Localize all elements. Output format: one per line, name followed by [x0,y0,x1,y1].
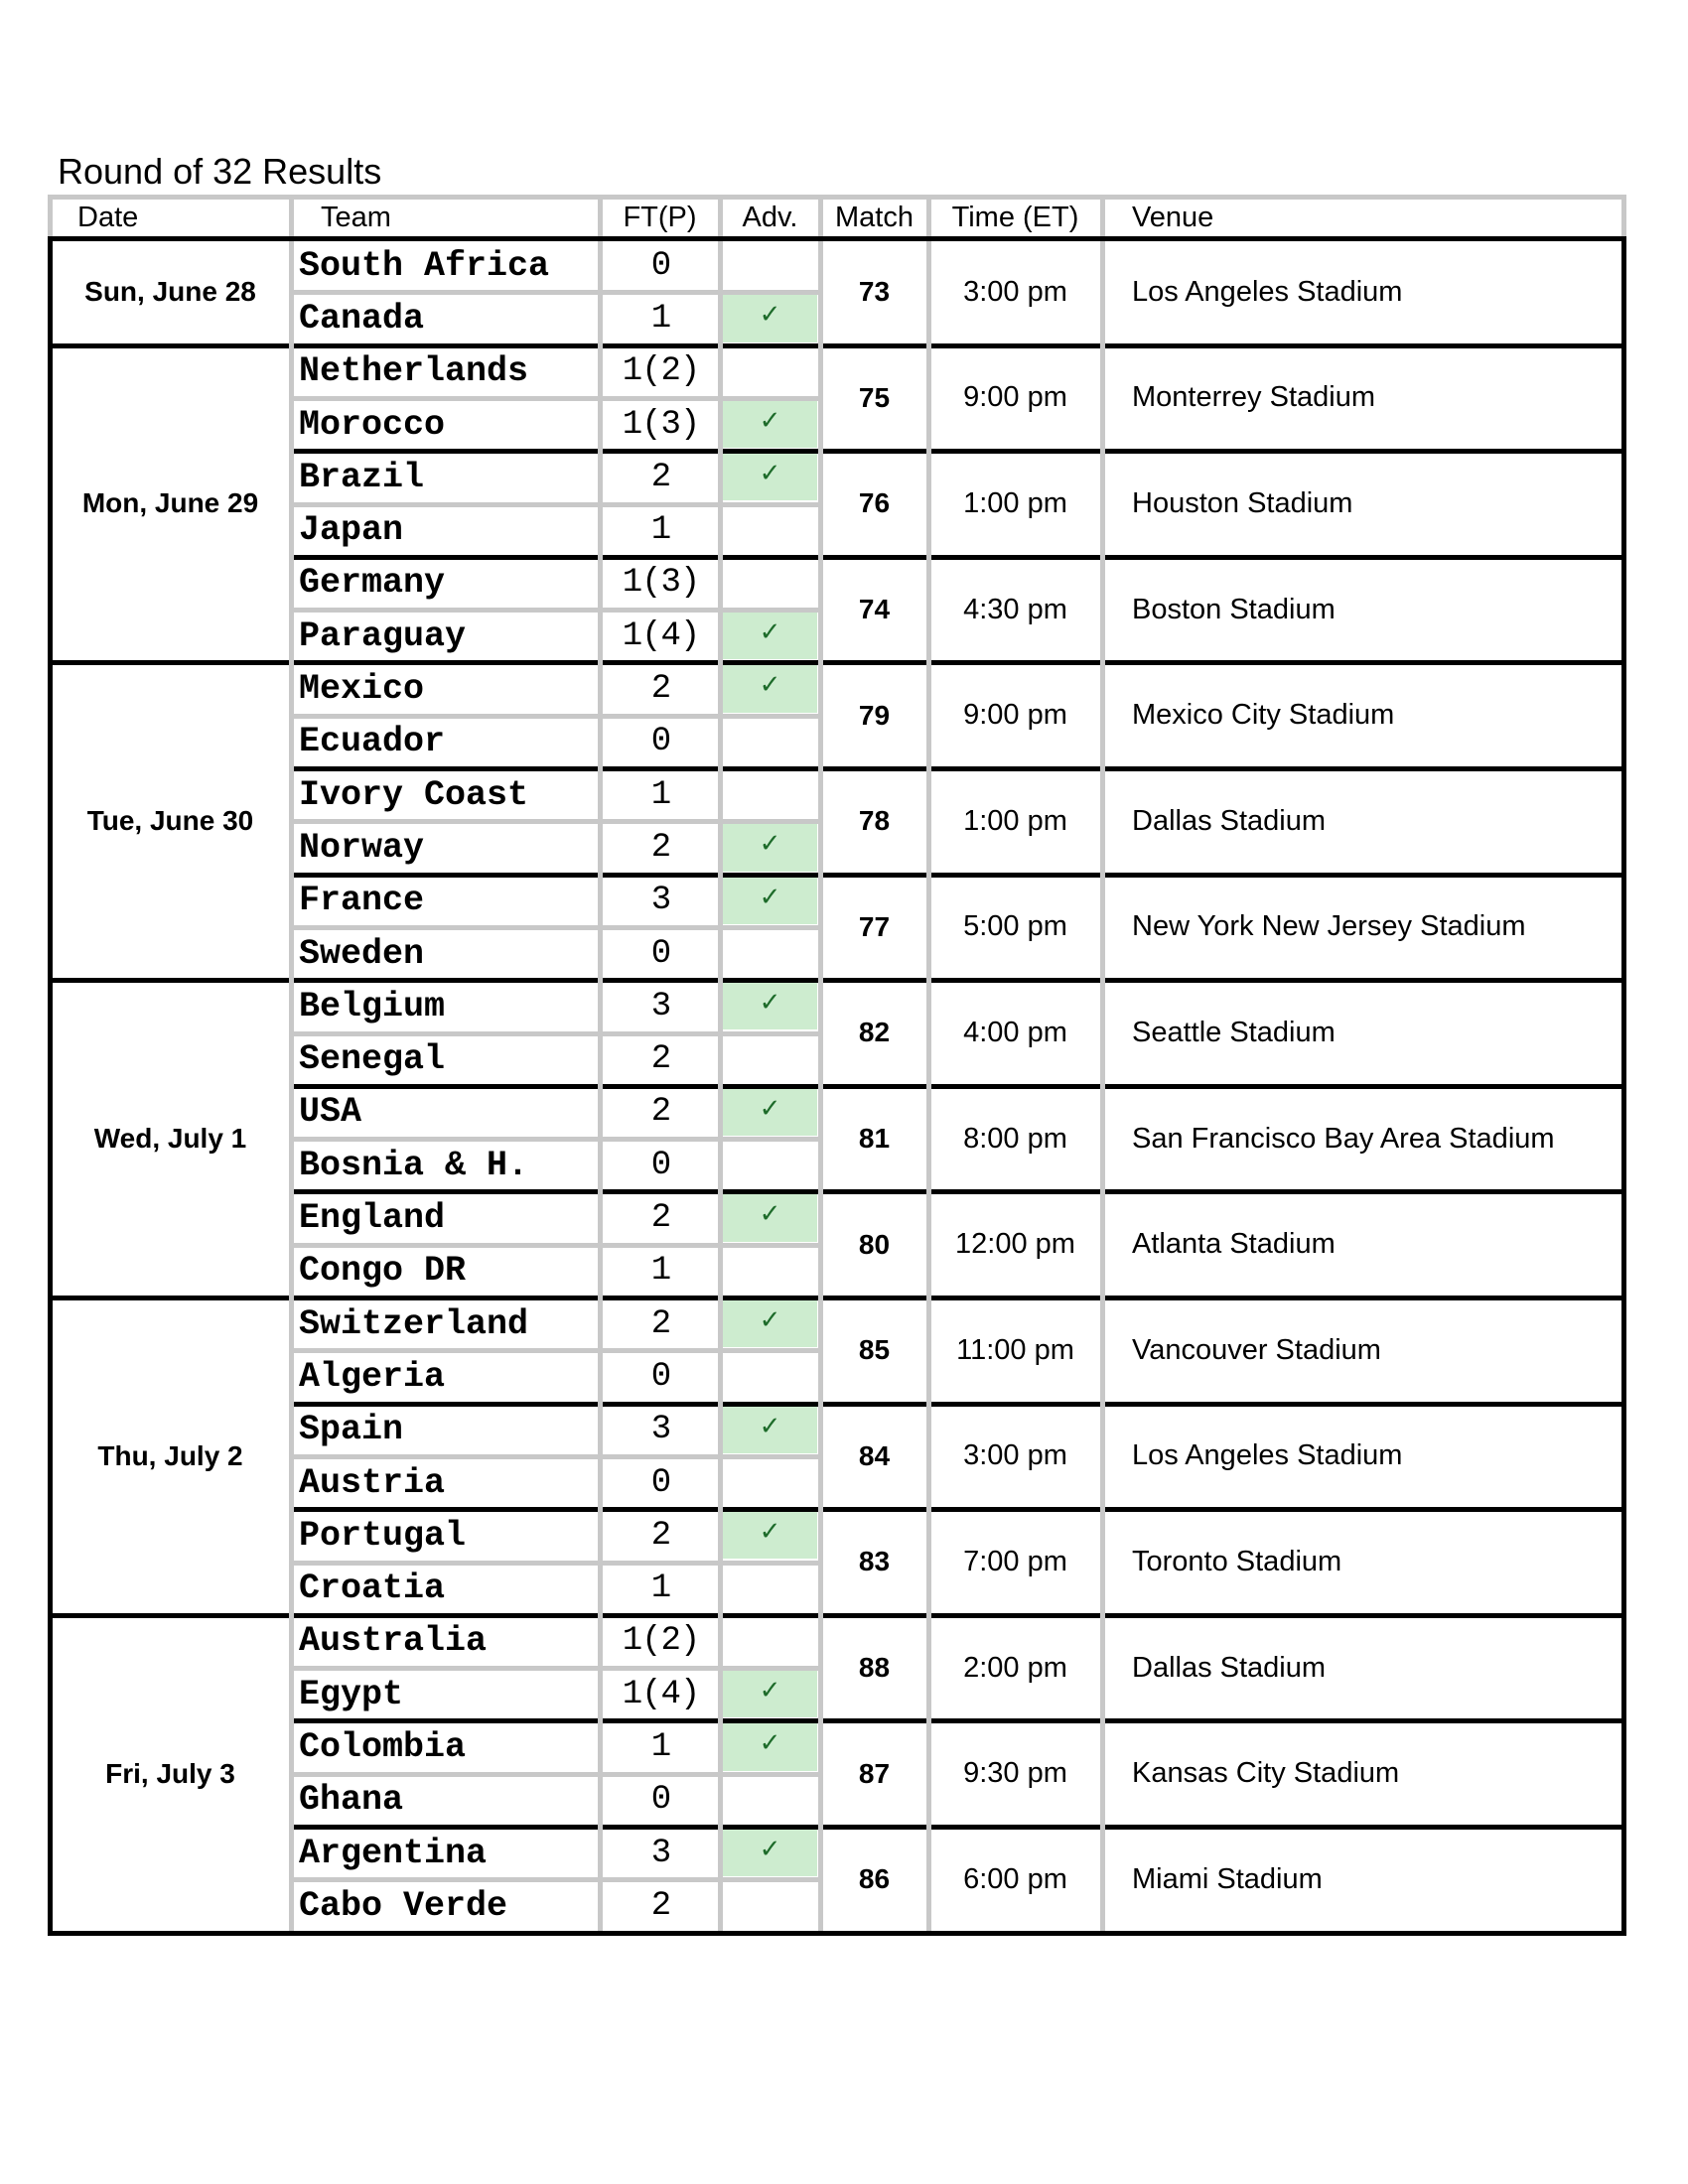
kickoff-time: 9:00 pm [963,699,1067,732]
team-name: Australia [299,1621,488,1662]
venue: Dallas Stadium [1132,1651,1327,1684]
score: 3 [650,987,671,1025]
team-name: Congo DR [299,1251,467,1292]
team-name: Ecuador [299,722,446,762]
kickoff-time: 4:30 pm [963,593,1067,625]
advance-cell [723,507,817,554]
advance-cell [723,1777,817,1824]
date-cell: Thu, July 2 [97,1439,243,1471]
score: 0 [650,1146,671,1184]
match-number: 85 [858,1334,891,1366]
score: 0 [650,246,671,285]
advance-cell [723,1566,817,1612]
grid-line [818,195,823,238]
score: 1(4) [622,616,700,655]
team-name: Brazil [299,457,425,497]
venue: Seattle Stadium [1132,1016,1336,1048]
score: 1(3) [622,564,700,603]
advanced-check-icon: ✓ [723,1671,817,1717]
kickoff-time: 9:30 pm [963,1757,1067,1790]
grid-line [598,195,603,238]
kickoff-time: 12:00 pm [955,1228,1075,1261]
match-number: 74 [858,594,891,625]
advanced-check-icon: ✓ [723,665,817,712]
header-match: Match [835,201,914,233]
kickoff-time: 6:00 pm [963,1862,1067,1895]
score: 1 [650,299,671,338]
grid-line [50,195,1624,200]
venue: Boston Stadium [1132,593,1336,625]
advance-cell [723,1248,817,1295]
kickoff-time: 4:00 pm [963,1016,1067,1048]
score: 3 [650,1834,671,1872]
match-number: 82 [858,1017,891,1048]
match-number: 78 [858,805,891,837]
team-name: Senegal [299,1039,446,1080]
team-name: Algeria [299,1356,446,1397]
team-name: Germany [299,563,446,604]
team-name: Canada [299,298,425,339]
match-number: 80 [858,1228,891,1260]
header-venue: Venue [1132,201,1214,233]
kickoff-time: 3:00 pm [963,275,1067,308]
advanced-check-icon: ✓ [723,878,817,924]
team-name: Croatia [299,1569,446,1609]
date-cell: Fri, July 3 [105,1757,235,1789]
score: 0 [650,1781,671,1820]
score: 1 [650,775,671,814]
team-name: Ivory Coast [299,774,529,815]
score: 2 [650,1886,671,1925]
score: 1 [650,511,671,550]
advanced-check-icon: ✓ [723,613,817,659]
advance-cell [723,930,817,977]
score: 1(2) [622,1622,700,1661]
kickoff-time: 1:00 pm [963,804,1067,837]
score: 1 [650,1252,671,1291]
team-name: Belgium [299,986,446,1026]
team-name: Argentina [299,1833,488,1873]
advance-cell [723,719,817,765]
advanced-check-icon: ✓ [723,1407,817,1453]
match-number: 87 [858,1757,891,1789]
venue: Houston Stadium [1132,486,1353,519]
header-advanced: Adv. [742,201,798,233]
score: 1(2) [622,352,700,391]
score: 0 [650,934,671,973]
kickoff-time: 9:00 pm [963,381,1067,414]
match-number: 76 [858,487,891,519]
team-name: Portugal [299,1515,467,1556]
venue: Vancouver Stadium [1132,1333,1381,1366]
team-name: Paraguay [299,615,467,656]
advance-cell [723,1618,817,1665]
advance-cell [723,242,817,289]
kickoff-time: 3:00 pm [963,1439,1067,1472]
score: 0 [650,723,671,761]
score: 1 [650,1570,671,1608]
match-number: 86 [858,1863,891,1895]
venue: Los Angeles Stadium [1132,275,1403,308]
advanced-check-icon: ✓ [723,1089,817,1136]
team-name: Mexico [299,669,425,710]
score: 2 [650,1516,671,1555]
header-team: Team [321,201,391,233]
venue: Mexico City Stadium [1132,699,1395,732]
kickoff-time: 1:00 pm [963,486,1067,519]
advanced-check-icon: ✓ [723,1512,817,1559]
advance-cell [723,1142,817,1188]
team-name: Colombia [299,1727,467,1768]
match-number: 77 [858,910,891,942]
team-name: Norway [299,827,425,868]
score: 2 [650,1304,671,1343]
grid-line [718,195,723,238]
grid-line [926,195,931,238]
advanced-check-icon: ✓ [723,1300,817,1347]
match-number: 84 [858,1439,891,1471]
grid-line [1621,195,1626,236]
venue: San Francisco Bay Area Stadium [1132,1122,1555,1155]
score: 3 [650,1411,671,1449]
advanced-check-icon: ✓ [723,824,817,871]
score: 2 [650,1199,671,1238]
match-number: 75 [858,381,891,413]
kickoff-time: 8:00 pm [963,1122,1067,1155]
score: 3 [650,882,671,920]
team-name: Netherlands [299,351,529,392]
advance-cell [723,1459,817,1506]
header-time: Time (ET) [951,201,1079,233]
venue: New York New Jersey Stadium [1132,910,1526,943]
match-number: 81 [858,1123,891,1155]
team-name: Egypt [299,1674,404,1714]
kickoff-time: 7:00 pm [963,1545,1067,1577]
venue: Kansas City Stadium [1132,1757,1400,1790]
match-number: 73 [858,276,891,308]
team-name: Switzerland [299,1303,529,1344]
advanced-check-icon: ✓ [723,454,817,500]
team-name: South Africa [299,245,550,286]
team-name: Ghana [299,1780,404,1821]
score: 0 [650,1463,671,1502]
grid-line [1100,195,1105,238]
score: 2 [650,458,671,496]
date-cell: Wed, July 1 [93,1123,247,1155]
team-name: Japan [299,510,404,551]
advance-cell [723,1353,817,1400]
header-date: Date [77,201,139,233]
advance-cell [723,771,817,818]
team-name: Sweden [299,933,425,974]
venue: Miami Stadium [1132,1862,1323,1895]
date-cell: Sun, June 28 [84,276,256,308]
advanced-check-icon: ✓ [723,1194,817,1241]
kickoff-time: 2:00 pm [963,1651,1067,1684]
match-number: 83 [858,1546,891,1577]
team-name: Morocco [299,404,446,445]
advanced-check-icon: ✓ [723,401,817,448]
team-name: Spain [299,1410,404,1450]
venue: Dallas Stadium [1132,804,1327,837]
team-name: Bosnia & H. [299,1145,529,1185]
score: 1(4) [622,1675,700,1713]
date-cell: Mon, June 29 [81,487,259,519]
score: 1 [650,1728,671,1767]
venue: Atlanta Stadium [1132,1228,1336,1261]
score: 2 [650,1093,671,1132]
advance-cell [723,1882,817,1929]
team-name: England [299,1198,446,1239]
advance-cell [723,348,817,395]
advanced-check-icon: ✓ [723,295,817,341]
advance-cell [723,560,817,607]
score: 2 [650,828,671,867]
match-number: 88 [858,1652,891,1684]
score: 0 [650,1357,671,1396]
team-name: Austria [299,1462,446,1503]
team-name: USA [299,1092,362,1133]
results-table [48,195,1626,1932]
venue: Monterrey Stadium [1132,381,1375,414]
kickoff-time: 5:00 pm [963,910,1067,943]
score: 2 [650,1040,671,1079]
advanced-check-icon: ✓ [723,1723,817,1770]
venue: Los Angeles Stadium [1132,1439,1403,1472]
match-number: 79 [858,699,891,731]
venue: Toronto Stadium [1132,1545,1342,1577]
team-name: France [299,881,425,921]
advanced-check-icon: ✓ [723,983,817,1029]
score: 2 [650,670,671,709]
page-title: Round of 32 Results [58,151,382,192]
header-score: FT(P) [623,201,697,233]
kickoff-time: 11:00 pm [956,1333,1074,1366]
score: 1(3) [622,405,700,444]
advance-cell [723,1036,817,1083]
date-cell: Tue, June 30 [86,805,254,837]
advanced-check-icon: ✓ [723,1830,817,1876]
team-name: Cabo Verde [299,1885,508,1926]
grid-line [48,195,53,236]
grid-line [289,195,294,238]
